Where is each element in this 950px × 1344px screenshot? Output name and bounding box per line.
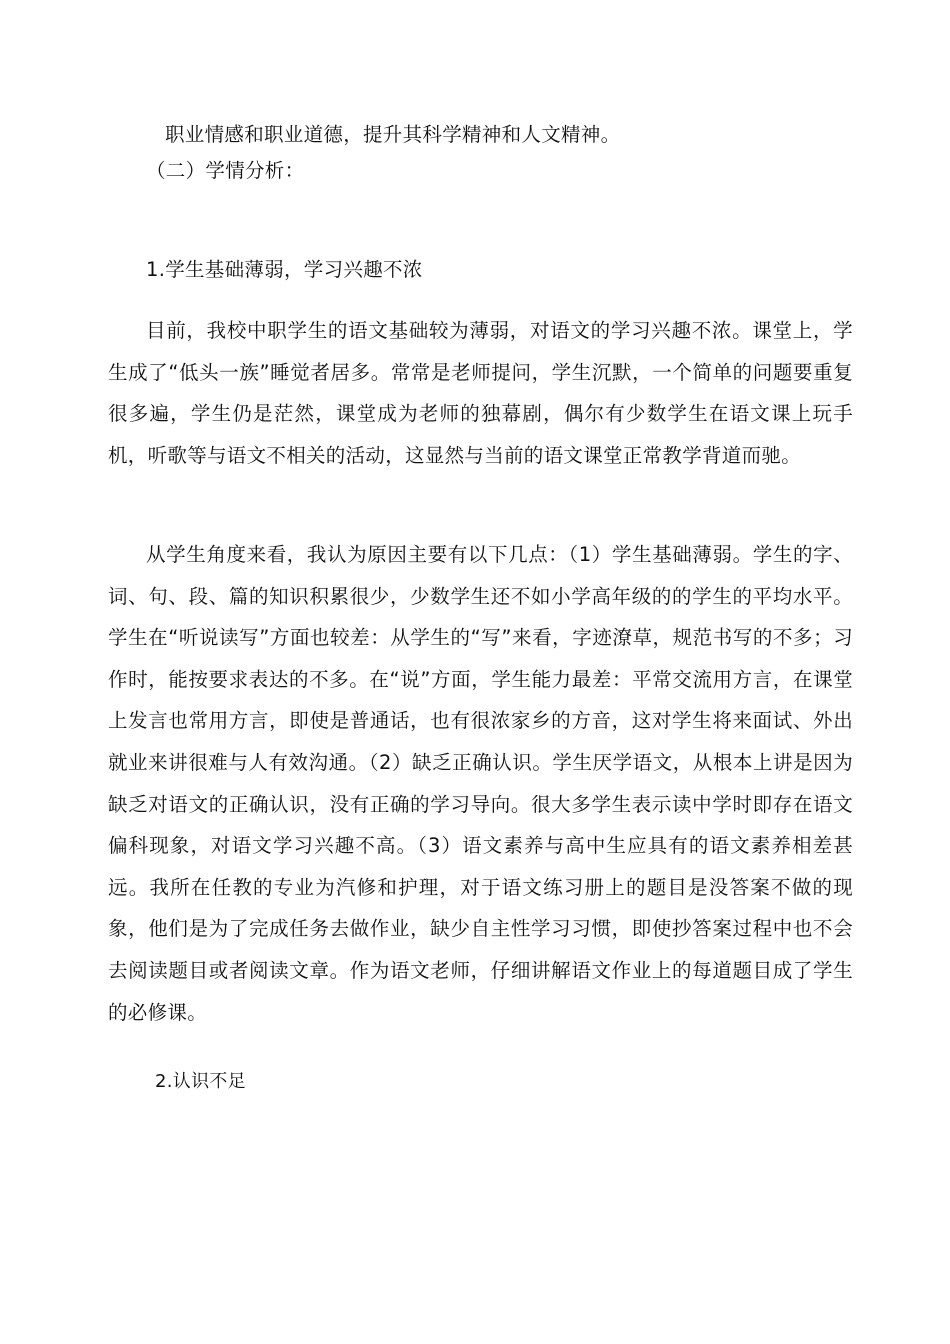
continuation-line: 职业情感和职业道德，提升其科学精神和人文精神。: [165, 123, 621, 146]
subheading-insufficient-understanding: 2.认识不足: [155, 1071, 246, 1092]
paragraph-current-situation: 目前，我校中职学生的语文基础较为薄弱，对语文的学习兴趣不浓。课堂上，学生成了“低头一族”睡觉者居多。常常是老师提问，学生沉默，一个简单的问题要重复很多遍，学生仍是茫然，课堂成为老师的独幕剧，偶尔有少数学生在语文课上玩手机，听歌等与语文不相关的活动，这显然与当前的语文课堂正常教学背道而驰。: [108, 319, 853, 467]
section-heading: （二）学情分析：: [146, 159, 305, 182]
paragraph-reasons: 从学生角度来看，我认为原因主要有以下几点：（1）学生基础薄弱。学生的字、词、句、段、篇的知识积累很少，少数学生还不如小学高年级的的学生的平均水平。学生在“听说读写”方面也较差：从学生的“写”来看，字迹潦草，规范书写的不多；习作时，能按要求表达的不多。在“说”方面，学生能力最差：平常交流用方言，在课堂上发言也常用方言，即使是普通话，也有很浓家乡的方音，这对学生将来面试、外出就业来讲很难与人有效沟通。（2）缺乏正确认识。学生厌学语文，从根本上讲是因为缺乏对语文的正确认识，没有正确的学习导向。很大多学生表示读中学时即存在语文偏科现象，对语文学习兴趣不高。（3）语文素养与高中生应具有的语文素养相差甚远。我所在任教的专业为汽修和护理，对于语文练习册上的题目是没答案不做的现象，他们是为了完成任务去做作业，缺少自主性学习习惯，即使抄答案过程中也不会去阅读题目或者阅读文章。作为语文老师，仔细讲解语文作业上的每道题目成了学生的必修课。: [108, 543, 853, 1024]
subheading-student-foundation: 1.学生基础薄弱，学习兴趣不浓: [146, 258, 423, 281]
